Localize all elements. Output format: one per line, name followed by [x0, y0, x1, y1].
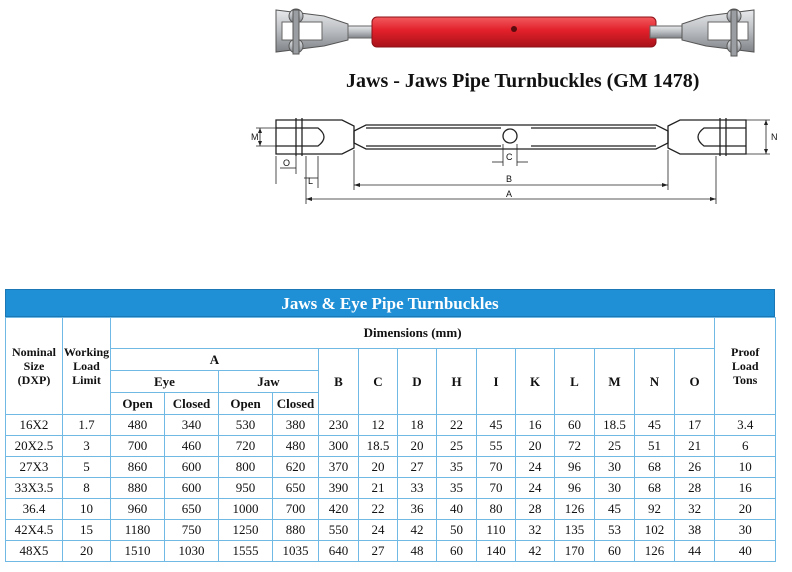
table-cell: 28	[516, 499, 555, 520]
table-cell: 38	[675, 520, 715, 541]
table-cell: 24	[516, 457, 555, 478]
table-cell: 48	[398, 541, 437, 562]
table-cell: 16X2	[6, 415, 63, 436]
table-cell: 36.4	[6, 499, 63, 520]
table-cell: 21	[675, 436, 715, 457]
table-cell: 700	[111, 436, 165, 457]
table-cell: 22	[437, 415, 477, 436]
header-jaw-open: Open	[219, 393, 273, 415]
header-l: L	[555, 349, 595, 415]
table-cell: 68	[635, 457, 675, 478]
header-eye: Eye	[111, 371, 219, 393]
page-title: Jaws - Jaws Pipe Turnbuckles (GM 1478)	[346, 70, 700, 92]
table-cell: 370	[319, 457, 359, 478]
table-cell: 620	[273, 457, 319, 478]
table-cell: 17	[675, 415, 715, 436]
table-cell: 44	[675, 541, 715, 562]
header-c: C	[359, 349, 398, 415]
table-cell: 650	[165, 499, 219, 520]
table-cell: 45	[595, 499, 635, 520]
table-cell: 880	[273, 520, 319, 541]
table-banner: Jaws & Eye Pipe Turnbuckles	[5, 289, 775, 317]
turnbuckle-photo	[262, 0, 762, 72]
table-cell: 1035	[273, 541, 319, 562]
label-c: C	[506, 152, 513, 162]
table-row	[6, 457, 776, 478]
table-cell: 92	[635, 499, 675, 520]
table-cell: 3.4	[715, 415, 776, 436]
specifications-table	[5, 317, 776, 562]
header-k: K	[516, 349, 555, 415]
table-cell: 48X5	[6, 541, 63, 562]
table-cell: 15	[63, 520, 111, 541]
table-cell: 1.7	[63, 415, 111, 436]
table-cell: 800	[219, 457, 273, 478]
table-cell: 26	[675, 457, 715, 478]
table-cell: 6	[715, 436, 776, 457]
table-cell: 51	[635, 436, 675, 457]
table-cell: 21	[359, 478, 398, 499]
header-eye-open: Open	[111, 393, 165, 415]
table-cell: 420	[319, 499, 359, 520]
table-cell: 3	[63, 436, 111, 457]
table-cell: 340	[165, 415, 219, 436]
table-cell: 1000	[219, 499, 273, 520]
table-cell: 50	[437, 520, 477, 541]
table-cell: 5	[63, 457, 111, 478]
table-cell: 45	[635, 415, 675, 436]
table-cell: 10	[715, 457, 776, 478]
table-cell: 390	[319, 478, 359, 499]
table-cell: 25	[437, 436, 477, 457]
header-n: N	[635, 349, 675, 415]
table-cell: 1180	[111, 520, 165, 541]
table-cell: 35	[437, 457, 477, 478]
label-n: N	[771, 132, 778, 142]
table-cell: 55	[477, 436, 516, 457]
table-cell: 25	[595, 436, 635, 457]
table-cell: 80	[477, 499, 516, 520]
table-cell: 140	[477, 541, 516, 562]
table-cell: 20	[516, 436, 555, 457]
table-cell: 20	[398, 436, 437, 457]
table-cell: 35	[437, 478, 477, 499]
table-cell: 53	[595, 520, 635, 541]
table-cell: 32	[675, 499, 715, 520]
table-cell: 1510	[111, 541, 165, 562]
table-cell: 68	[635, 478, 675, 499]
table-cell: 42	[516, 541, 555, 562]
header-dimensions: Dimensions (mm)	[111, 318, 715, 349]
table-cell: 20X2.5	[6, 436, 63, 457]
table-cell: 950	[219, 478, 273, 499]
table-cell: 40	[715, 541, 776, 562]
table-cell: 550	[319, 520, 359, 541]
turnbuckle-technical-drawing	[246, 98, 786, 210]
table-row	[6, 520, 776, 541]
table-cell: 96	[555, 457, 595, 478]
table-cell: 18.5	[595, 415, 635, 436]
table-cell: 860	[111, 457, 165, 478]
table-row	[6, 541, 776, 562]
table-cell: 8	[63, 478, 111, 499]
table-cell: 33X3.5	[6, 478, 63, 499]
label-a: A	[506, 189, 513, 199]
table-cell: 33	[398, 478, 437, 499]
header-eye-closed: Closed	[165, 393, 219, 415]
table-cell: 30	[595, 457, 635, 478]
table-cell: 96	[555, 478, 595, 499]
table-cell: 960	[111, 499, 165, 520]
header-b: B	[319, 349, 359, 415]
table-cell: 600	[165, 478, 219, 499]
header-proof-load: Proof Load Tons	[715, 318, 776, 415]
table-cell: 1030	[165, 541, 219, 562]
label-m: M	[251, 132, 259, 142]
table-row	[6, 415, 776, 436]
label-l: L	[308, 176, 314, 186]
table-cell: 1250	[219, 520, 273, 541]
table-cell: 480	[273, 436, 319, 457]
table-cell: 380	[273, 415, 319, 436]
table-cell: 30	[715, 520, 776, 541]
table-cell: 170	[555, 541, 595, 562]
table-cell: 880	[111, 478, 165, 499]
header-o: O	[675, 349, 715, 415]
table-cell: 640	[319, 541, 359, 562]
header-jaw: Jaw	[219, 371, 319, 393]
header-m: M	[595, 349, 635, 415]
table-cell: 16	[516, 415, 555, 436]
table-cell: 36	[398, 499, 437, 520]
table-cell: 230	[319, 415, 359, 436]
table-cell: 720	[219, 436, 273, 457]
table-cell: 18	[398, 415, 437, 436]
table-cell: 480	[111, 415, 165, 436]
table-row	[6, 478, 776, 499]
label-o: O	[283, 158, 291, 168]
table-cell: 42	[398, 520, 437, 541]
table-cell: 750	[165, 520, 219, 541]
table-cell: 460	[165, 436, 219, 457]
table-cell: 60	[437, 541, 477, 562]
table-cell: 20	[63, 541, 111, 562]
table-cell: 72	[555, 436, 595, 457]
header-jaw-closed: Closed	[273, 393, 319, 415]
header-h: H	[437, 349, 477, 415]
table-cell: 12	[359, 415, 398, 436]
table-cell: 24	[516, 478, 555, 499]
table-cell: 135	[555, 520, 595, 541]
header-working-load-limit: Working Load Limit	[63, 318, 111, 415]
table-cell: 126	[635, 541, 675, 562]
table-row	[6, 436, 776, 457]
table-cell: 27	[398, 457, 437, 478]
table-cell: 60	[555, 415, 595, 436]
table-cell: 22	[359, 499, 398, 520]
table-cell: 27X3	[6, 457, 63, 478]
table-cell: 20	[715, 499, 776, 520]
table-cell: 70	[477, 478, 516, 499]
table-cell: 45	[477, 415, 516, 436]
table-cell: 650	[273, 478, 319, 499]
header-i: I	[477, 349, 516, 415]
table-row	[6, 499, 776, 520]
table-cell: 300	[319, 436, 359, 457]
header-nominal-size: Nominal Size (DXP)	[6, 318, 63, 415]
table-cell: 126	[555, 499, 595, 520]
table-cell: 20	[359, 457, 398, 478]
table-cell: 10	[63, 499, 111, 520]
table-cell: 102	[635, 520, 675, 541]
label-b: B	[506, 174, 513, 184]
specifications-table-container	[5, 289, 775, 567]
table-cell: 70	[477, 457, 516, 478]
header-d: D	[398, 349, 437, 415]
table-cell: 600	[165, 457, 219, 478]
table-cell: 27	[359, 541, 398, 562]
table-cell: 42X4.5	[6, 520, 63, 541]
table-cell: 530	[219, 415, 273, 436]
header-a: A	[111, 349, 319, 371]
table-cell: 40	[437, 499, 477, 520]
table-cell: 700	[273, 499, 319, 520]
table-cell: 30	[595, 478, 635, 499]
table-cell: 1555	[219, 541, 273, 562]
table-cell: 16	[715, 478, 776, 499]
table-cell: 32	[516, 520, 555, 541]
table-cell: 110	[477, 520, 516, 541]
table-cell: 24	[359, 520, 398, 541]
table-cell: 60	[595, 541, 635, 562]
table-cell: 28	[675, 478, 715, 499]
table-cell: 18.5	[359, 436, 398, 457]
